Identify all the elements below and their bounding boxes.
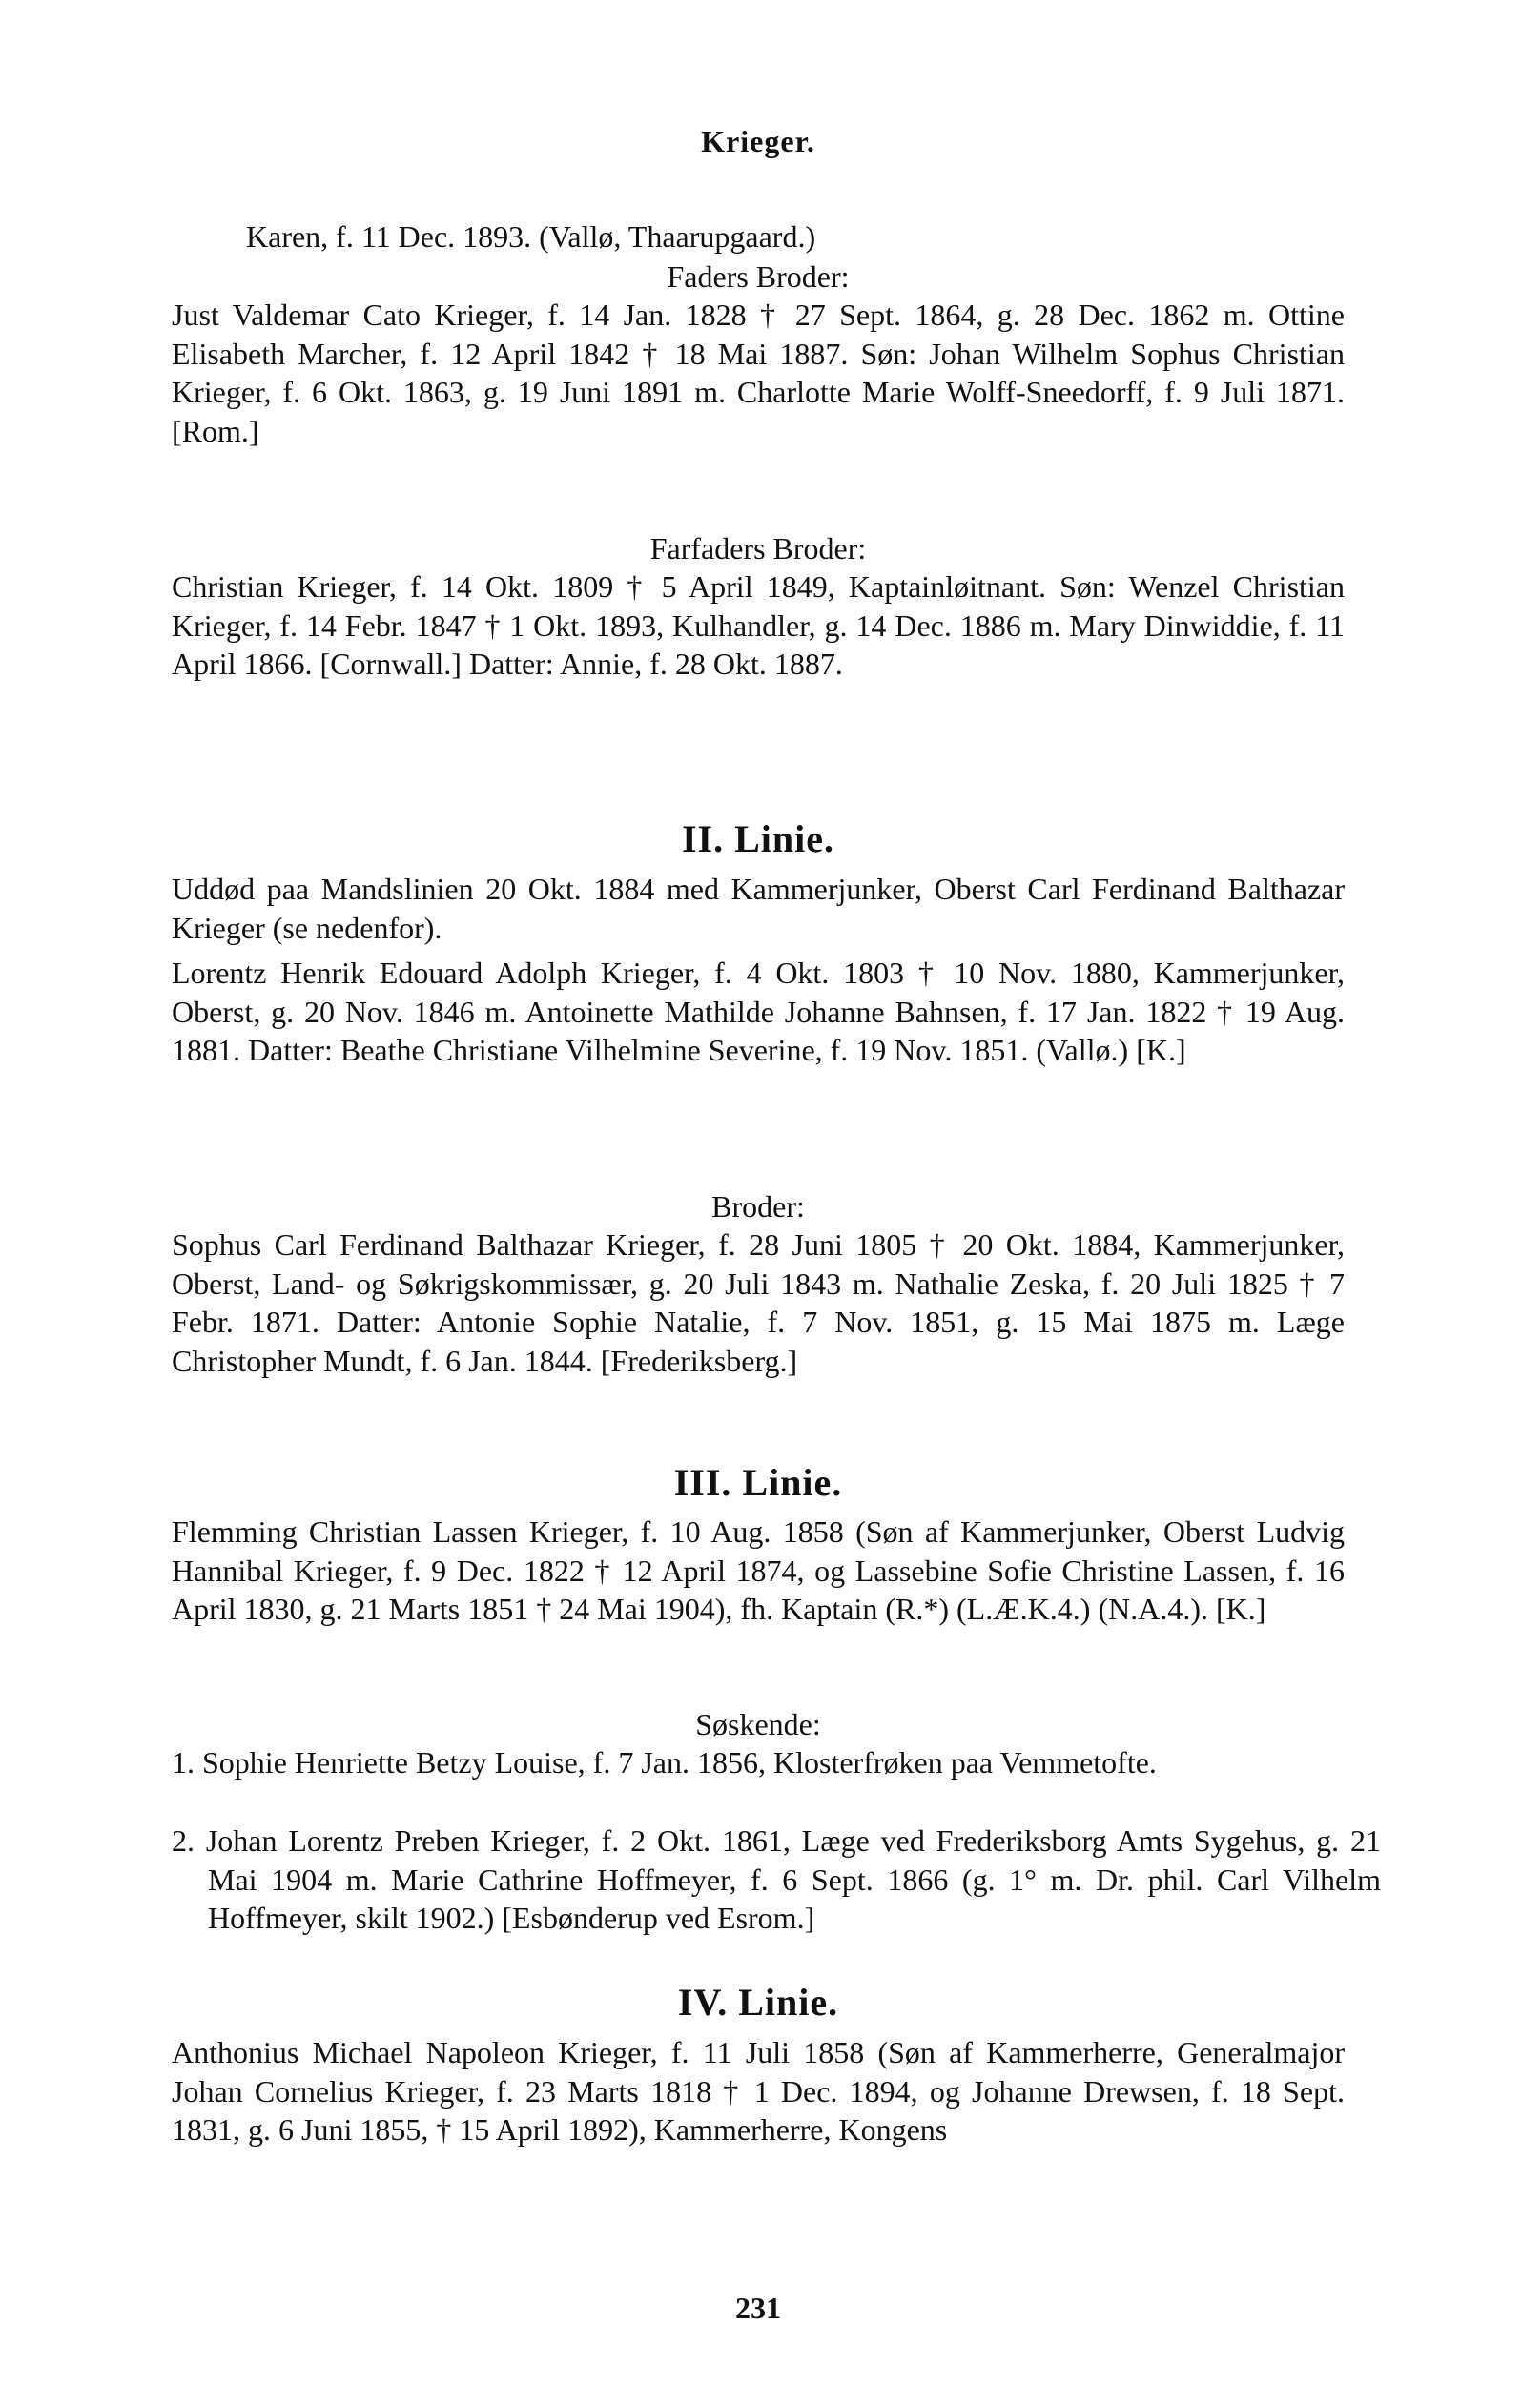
entry-just-valdemar: Just Valdemar Cato Krieger, f. 14 Jan. 1828 † 27 Sept. 1864, g. 28 Dec. 1862 m. Ottine Elisabeth Marcher, f. 12 April 1842 † 18 Mai 1887. Søn: Johan Wilhelm Sophus Christian Krieger, f. 6 Okt. 1863, g. 19 Juni 1891 m. Charlotte Marie Wolff-Sneedorff, f. 9 Juli 1871. [Rom.] — [172, 298, 1345, 448]
entry-anthonius: Anthonius Michael Napoleon Krieger, f. 11 Juli 1858 (Søn af Kammerherre, Generalmajor Johan Cornelius Krieger, f. 23 Marts 1818 † 1 Dec. 1894, og Johanne Drewsen, f. 18 Sept. 1831, g. 6 Juni 1855, † 15 April 1892), Kammerherre, Kongens — [172, 2035, 1345, 2147]
subheading-faders-broder: Faders Broder: — [667, 259, 850, 294]
section-heading-iii: III. Linie. — [673, 1461, 843, 1504]
running-head: Krieger. — [701, 124, 815, 158]
entry-karen: Karen, f. 11 Dec. 1893. (Vallø, Thaarupgaard.) — [246, 219, 816, 254]
subheading-soskende: Søskende: — [695, 1707, 821, 1741]
sibling-item-1: 1. Sophie Henriette Betzy Louise, f. 7 Jan. 1856, Klosterfrøken paa Vemmetofte. — [172, 1745, 1157, 1780]
section-heading-ii: II. Linie. — [681, 817, 835, 860]
section-heading-iv: IV. Linie. — [677, 1981, 839, 2024]
entry-sophus-carl: Sophus Carl Ferdinand Balthazar Krieger, f. 28 Juni 1805 † 20 Okt. 1884, Kammerjunker, Oberst, Land- og Søkrigskommissær, g. 20 Juli 1843 m. Nathalie Zeska, f. 20 Juli 1825 † 7 Febr. 1871. Datter: Antonie Sophie Natalie, f. 7 Nov. 1851, g. 15 Mai 1875 m. Læge Christopher Mundt, f. 6 Jan. 1844. [Frederiksberg.] — [172, 1227, 1345, 1378]
page-number: 231 — [735, 2291, 781, 2325]
subheading-farfaders-broder: Farfaders Broder: — [649, 531, 867, 566]
subheading-broder: Broder: — [711, 1189, 805, 1224]
note-ii-linie: Uddød paa Mandslinien 20 Okt. 1884 med Kammerjunker, Oberst Carl Ferdinand Balthazar Krieger (se nedenfor). — [172, 872, 1345, 945]
entry-lorentz-henrik: Lorentz Henrik Edouard Adolph Krieger, f. 4 Okt. 1803 † 10 Nov. 1880, Kammerjunker, Oberst, g. 20 Nov. 1846 m. Antoinette Mathilde Johanne Bahnsen, f. 17 Jan. 1822 † 19 Aug. 1881. Datter: Beathe Christiane Vilhelmine Severine, f. 19 Nov. 1851. (Vallø.) [K.] — [172, 956, 1345, 1067]
sibling-item-2: 2. Johan Lorentz Preben Krieger, f. 2 Okt. 1861, Læge ved Frederiksborg Amts Sygehus, g. 21 Mai 1904 m. Marie Cathrine Hoffmeyer, f. 6 Sept. 1866 (g. 1° m. Dr. phil. Carl Vilhelm Hoffmeyer, skilt 1902.) [Esbønderup ved Esrom.] — [172, 1823, 1381, 1935]
entry-christian-krieger: Christian Krieger, f. 14 Okt. 1809 † 5 April 1849, Kaptainløitnant. Søn: Wenzel Christian Krieger, f. 14 Febr. 1847 † 1 Okt. 1893, Kulhandler, g. 14 Dec. 1886 m. Mary Dinwiddie, f. 11 April 1866. [Cornwall.] Datter: Annie, f. 28 Okt. 1887. — [172, 569, 1345, 681]
entry-flemming: Flemming Christian Lassen Krieger, f. 10 Aug. 1858 (Søn af Kammerjunker, Oberst Ludvig Hannibal Krieger, f. 9 Dec. 1822 † 12 April 1874, og Lassebine Sofie Christine Lassen, f. 16 April 1830, g. 21 Marts 1851 † 24 Mai 1904), fh. Kaptain (R.*) (L.Æ.K.4.) (N.A.4.). [K.] — [172, 1514, 1345, 1626]
